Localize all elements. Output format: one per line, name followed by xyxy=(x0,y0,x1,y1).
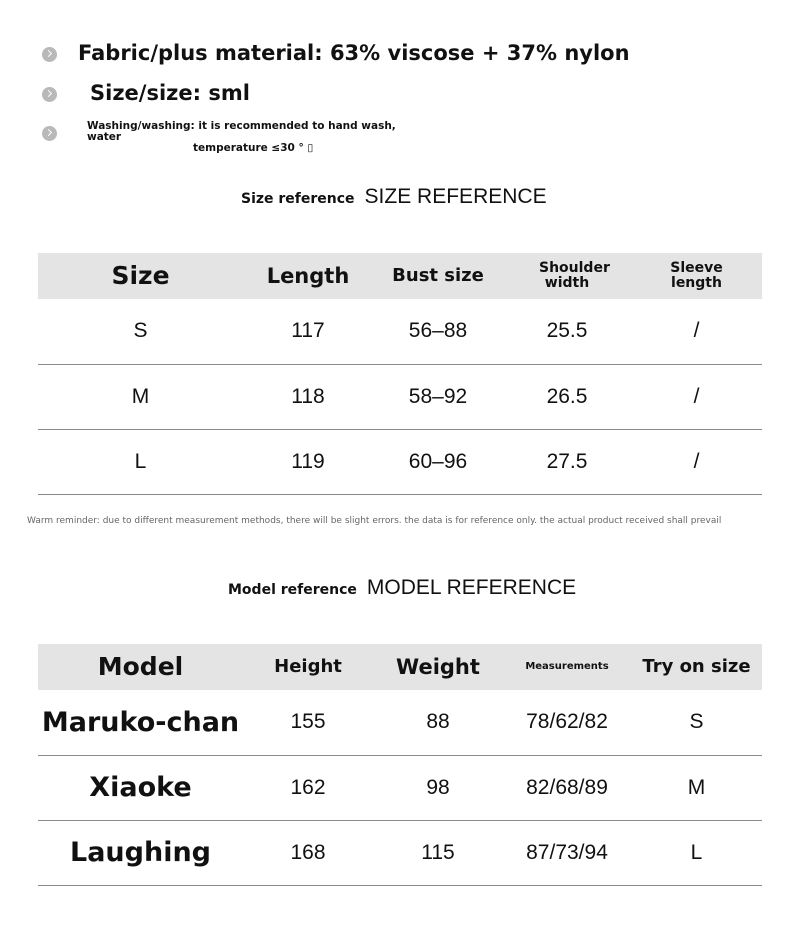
table-row xyxy=(38,299,762,364)
sleeve-cell: / xyxy=(693,449,700,473)
height-cell: 155 xyxy=(290,710,326,734)
model-name-cell: Maruko-chan xyxy=(41,706,240,738)
size-reference-title-en: SIZE REFERENCE xyxy=(364,185,547,208)
size-reference-title xyxy=(241,185,547,209)
height-cell: 162 xyxy=(290,775,326,799)
bust-cell: 60–96 xyxy=(408,449,468,473)
weight-cell: 88 xyxy=(426,710,450,734)
weight-cell: 115 xyxy=(421,840,455,864)
model-name-cell: Xiaoke xyxy=(89,772,192,803)
model-reference-title xyxy=(228,576,576,600)
model-name-cell: Laughing xyxy=(70,837,211,868)
bullet-icon xyxy=(42,47,57,62)
try-on-size-cell: S xyxy=(689,710,704,734)
table-row xyxy=(38,429,762,494)
size-table-header xyxy=(38,253,762,299)
bust-cell: 58–92 xyxy=(408,384,468,408)
shoulder-col-header: Shoulder width xyxy=(539,260,610,291)
size-col-header: Size xyxy=(111,260,170,290)
model-table xyxy=(38,644,762,886)
size-reference-title-cn: Size reference xyxy=(241,191,355,207)
model-table-header xyxy=(38,644,762,690)
shoulder-cell: 26.5 xyxy=(546,384,588,408)
size-table xyxy=(38,253,762,495)
shoulder-cell: 25.5 xyxy=(546,319,588,343)
measurements-cell: 82/68/89 xyxy=(526,775,608,799)
try-on-size-cell: M xyxy=(687,775,706,799)
height-cell: 168 xyxy=(290,840,326,864)
bullet-icon xyxy=(42,87,57,102)
table-row xyxy=(38,820,762,885)
model-reference-title-en: MODEL REFERENCE xyxy=(366,576,577,599)
try-on-size-col-header: Try on size xyxy=(642,655,751,677)
bust-cell: 56–88 xyxy=(408,319,468,343)
measurements-cell: 87/73/94 xyxy=(526,840,608,864)
measurements-col-header: Measurements xyxy=(525,660,609,672)
size-cell: L xyxy=(134,449,147,473)
length-cell: 118 xyxy=(291,384,325,408)
try-on-size-cell: L xyxy=(690,840,703,864)
weight-cell: 98 xyxy=(426,775,450,799)
weight-col-header: Weight xyxy=(396,654,480,679)
model-reference-title-cn: Model reference xyxy=(228,582,357,598)
sleeve-col-header: Sleeve length xyxy=(670,260,723,291)
washing-line-1: Washing/washing: it is recommended to hand wash, water xyxy=(87,120,396,143)
table-row xyxy=(38,690,762,755)
sleeve-cell: / xyxy=(693,384,700,408)
size-cell: M xyxy=(131,384,150,408)
length-col-header: Length xyxy=(266,263,350,288)
material-info: Fabric/plus material: 63% viscose + 37% nylon xyxy=(78,41,630,65)
model-col-header: Model xyxy=(97,651,184,681)
size-cell: S xyxy=(133,319,148,343)
warm-reminder: Warm reminder: due to different measurement methods, there will be slight errors. the data is for reference only. the actual product received shall prevail xyxy=(27,516,722,526)
sleeve-cell: / xyxy=(693,319,700,343)
shoulder-cell: 27.5 xyxy=(546,449,588,473)
size-info: Size/size: sml xyxy=(90,81,250,105)
bust-col-header: Bust size xyxy=(392,264,484,286)
bullet-icon xyxy=(42,126,57,141)
length-cell: 119 xyxy=(291,449,325,473)
washing-line-2: temperature ≤30 ° ▯ xyxy=(193,142,314,154)
washing-info xyxy=(87,121,417,154)
table-row xyxy=(38,755,762,820)
height-col-header: Height xyxy=(274,655,342,677)
length-cell: 117 xyxy=(291,319,325,343)
measurements-cell: 78/62/82 xyxy=(526,710,608,734)
table-row xyxy=(38,364,762,429)
